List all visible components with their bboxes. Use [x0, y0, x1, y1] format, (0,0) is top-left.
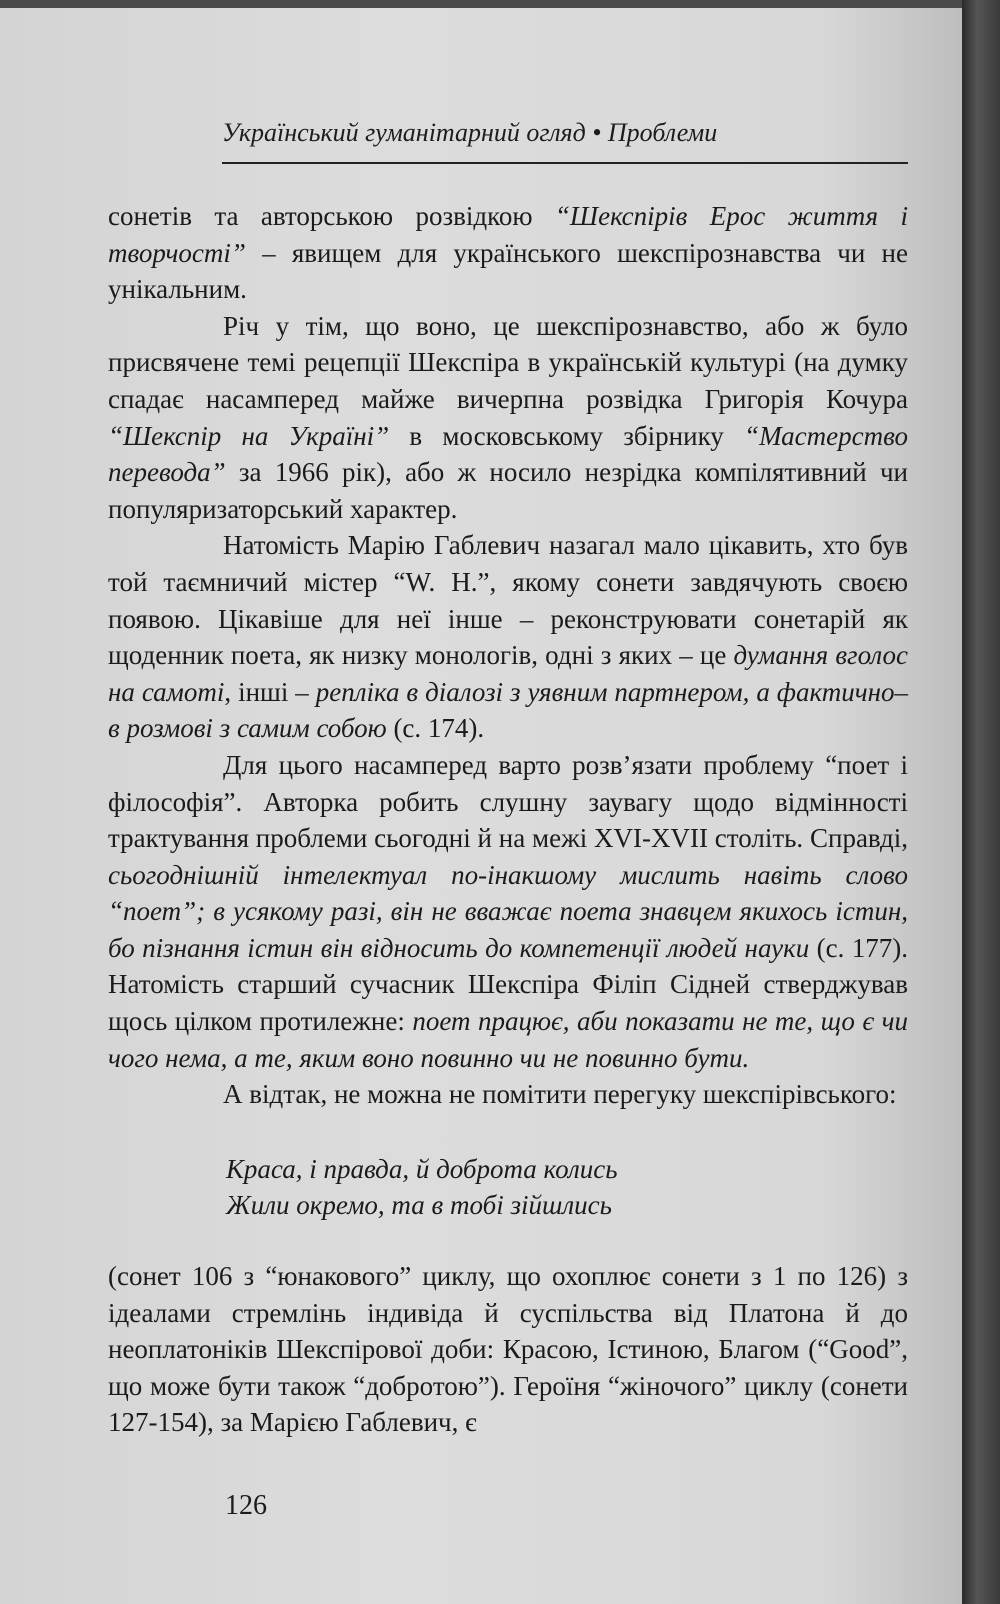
italic-title: “Шекспірів Ерос життя і творчості”	[108, 201, 908, 268]
verse-line-2: Жили окремо, та в тобі зійшлись	[226, 1190, 612, 1221]
page-number: 126	[225, 1490, 267, 1521]
paragraph-4: Для цього насамперед варто розв’язати проблему “поет і філософія”. Авторка робить слушну заувагу щодо відмінності трактування проблеми сьогодні й на межі XVI-XVII століть. Справді, сьогоднішній інтелектуал по-інакшому мислить навіть слово “поет”; в усякому разі, він не вважає поета знавцем якихось істин, бо пізнання істин він відносить до компетенції людей науки (с. 177). Натомість старший сучасник Шекспіра Філіп Сідней стверджував щось цілком протилежне: поет працює, аби показати не те, що є чи чого нема, а те, яким воно повинно чи не повинно бути.	[108, 749, 909, 1073]
paragraph-1: сонетів та авторською розвідкою “Шекспірів Ерос життя і творчості” – явищем для українського шекспірознавства чи не унікальним.	[108, 201, 908, 305]
paragraph-5: А відтак, не можна не помітити перегуку шекспірівського:	[223, 1079, 897, 1110]
book-binding-edge	[962, 0, 1000, 1604]
paragraph-3: Натомість Марію Габлевич назагал мало цікавить, хто був той таємничий містер “W. H.”, якому сонети завдячують своєю появою. Цікавіше для неї інше – реконструювати сонетарій як щоденник поета, як низку монологів, одні з яких – це думання вголос на самоті, інші – репліка в діалозі з уявним партнером, а фактично– в розмові з самим собою (с. 174).	[108, 530, 908, 744]
paragraph-2: Річ у тім, що воно, це шекспірознавство, або ж було присвячене темі рецепції Шекспіра в українській культурі (на думку спадає насамперед майже вичерпна розвідка Григорія Кочура “Шекспір на Україні” в московському збірнику “Мастерство перевода” за 1966 рік), або ж носило незрідка компілятивний чи популяризаторський характер.	[108, 310, 908, 524]
body-text	[108, 198, 908, 1441]
running-header: Український гуманітарний огляд • Проблеми	[222, 118, 718, 147]
paragraph-6: (сонет 106 з “юнакового” циклу, що охоплює сонети з 1 по 126) з ідеалами стремлінь індивіда й суспільства від Платона й до неоплатоніків Шекспірової доби: Красою, Істиною, Благом (“Good”, що може бути також “добротою”). Героїня “жіночого” циклу (сонети 127-154), за Марією Габлевич, є	[108, 1261, 908, 1438]
header-rule	[222, 162, 908, 164]
verse-line-1: Краса, і правда, й доброта колись	[226, 1153, 618, 1184]
verse-quote	[226, 1151, 908, 1224]
